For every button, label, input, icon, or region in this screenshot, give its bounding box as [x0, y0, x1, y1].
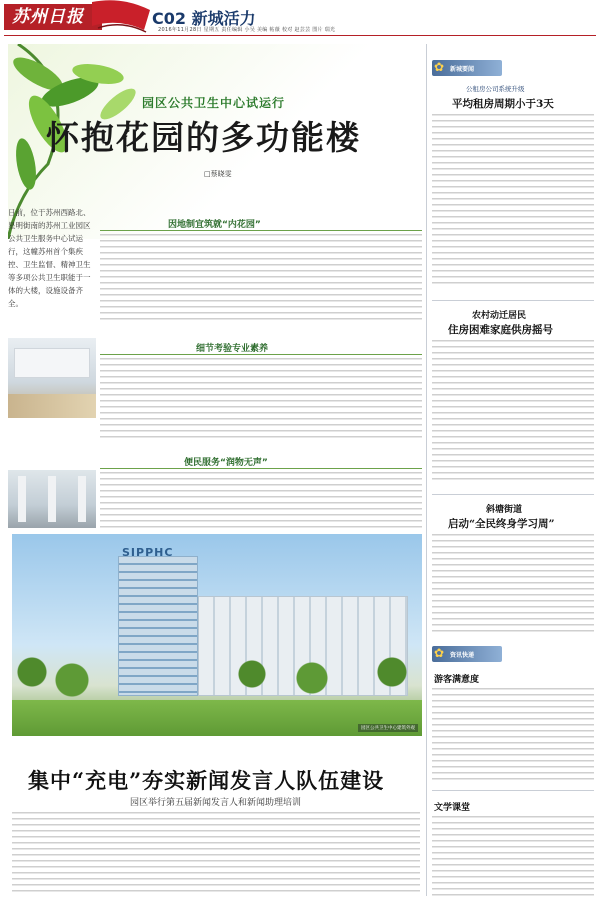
- story-3-kicker: 斜塘街道: [486, 505, 523, 515]
- section-rule-2: [100, 354, 422, 355]
- trees: [12, 652, 422, 702]
- badge-briefs-label: 资讯快递: [450, 652, 475, 659]
- badge-news: [432, 60, 502, 76]
- interior-photo-2: [8, 470, 96, 528]
- section-body-2: [100, 358, 422, 442]
- section-header-3: [184, 450, 344, 468]
- section-title: C02 新城活力: [152, 9, 256, 28]
- section-title-3: 便民服务“润物无声”: [184, 458, 268, 468]
- feature-byline: □蔡晓雯: [204, 170, 232, 178]
- building-sign: SIPPHC: [122, 546, 174, 559]
- brief-2-body: [432, 816, 594, 896]
- story-2-body: [432, 340, 594, 480]
- paper-logo: 苏州日报: [4, 4, 102, 30]
- flower-icon: ✿: [434, 646, 445, 660]
- section-rule-3: [100, 468, 422, 469]
- section-header-2: [196, 336, 336, 354]
- rule-3: [432, 790, 594, 791]
- section-header-1: [168, 212, 328, 230]
- badge-briefs: [432, 646, 502, 662]
- rule-1: [432, 300, 594, 301]
- story-1-body: [432, 114, 594, 284]
- section-body-1: [100, 234, 422, 322]
- story-3-body: [432, 534, 594, 634]
- story-2-kicker: 农村动迁居民: [472, 311, 527, 321]
- brief-1-title: 游客满意度: [434, 675, 480, 685]
- dateline: 2016年11月28日 星期五 责任编辑 小吴 美编 帖薇 校对 赵芸芸 图片 瑞光: [158, 27, 336, 33]
- bottom-subheadline: 园区举行第五届新闻发言人和新闻助理培训: [130, 798, 302, 808]
- story-2-headline: 住房困难家庭供房摇号: [448, 324, 553, 336]
- story-1-kicker: 公租房公司系统升级: [466, 85, 525, 93]
- section-title-1: 因地制宜筑就“内花园”: [168, 220, 261, 230]
- feature-lead: 日前，位于苏州西路北、星明街南的苏州工业园区公共卫生服务中心试运行，这幢苏州首个集疾控、卫生监督、精神卫生等多项公共卫生职能于一体的大楼，设施设备齐全。: [8, 208, 91, 308]
- feature-headline: 怀抱花园的多功能楼: [46, 118, 361, 157]
- flower-icon: ✿: [434, 60, 445, 74]
- brief-1-body: [432, 688, 594, 782]
- photo-caption: 园区公共卫生中心建筑外观: [358, 724, 418, 732]
- feature-kicker: 园区公共卫生中心试运行: [142, 96, 286, 110]
- ribbon-decoration: [92, 0, 152, 34]
- interior-photo-1: [8, 338, 96, 418]
- bottom-headline: 集中“充电”夯实新闻发言人队伍建设: [28, 768, 385, 793]
- section-title-2: 细节考验专业素养: [196, 344, 269, 354]
- badge-news-label: 新城要闻: [450, 66, 475, 73]
- masthead-rule: [4, 35, 596, 36]
- building-photo: [12, 534, 422, 736]
- section-rule-1: [100, 230, 422, 231]
- story-1-headline: 平均租房周期小于3天: [452, 98, 554, 110]
- brief-2-title: 文学课堂: [434, 803, 471, 813]
- rule-2: [432, 494, 594, 495]
- story-3-headline: 启动“全民终身学习周”: [448, 518, 555, 530]
- column-divider: [426, 44, 427, 896]
- section-body-3a: [100, 472, 422, 532]
- masthead: [0, 0, 600, 36]
- bottom-body: [12, 812, 420, 896]
